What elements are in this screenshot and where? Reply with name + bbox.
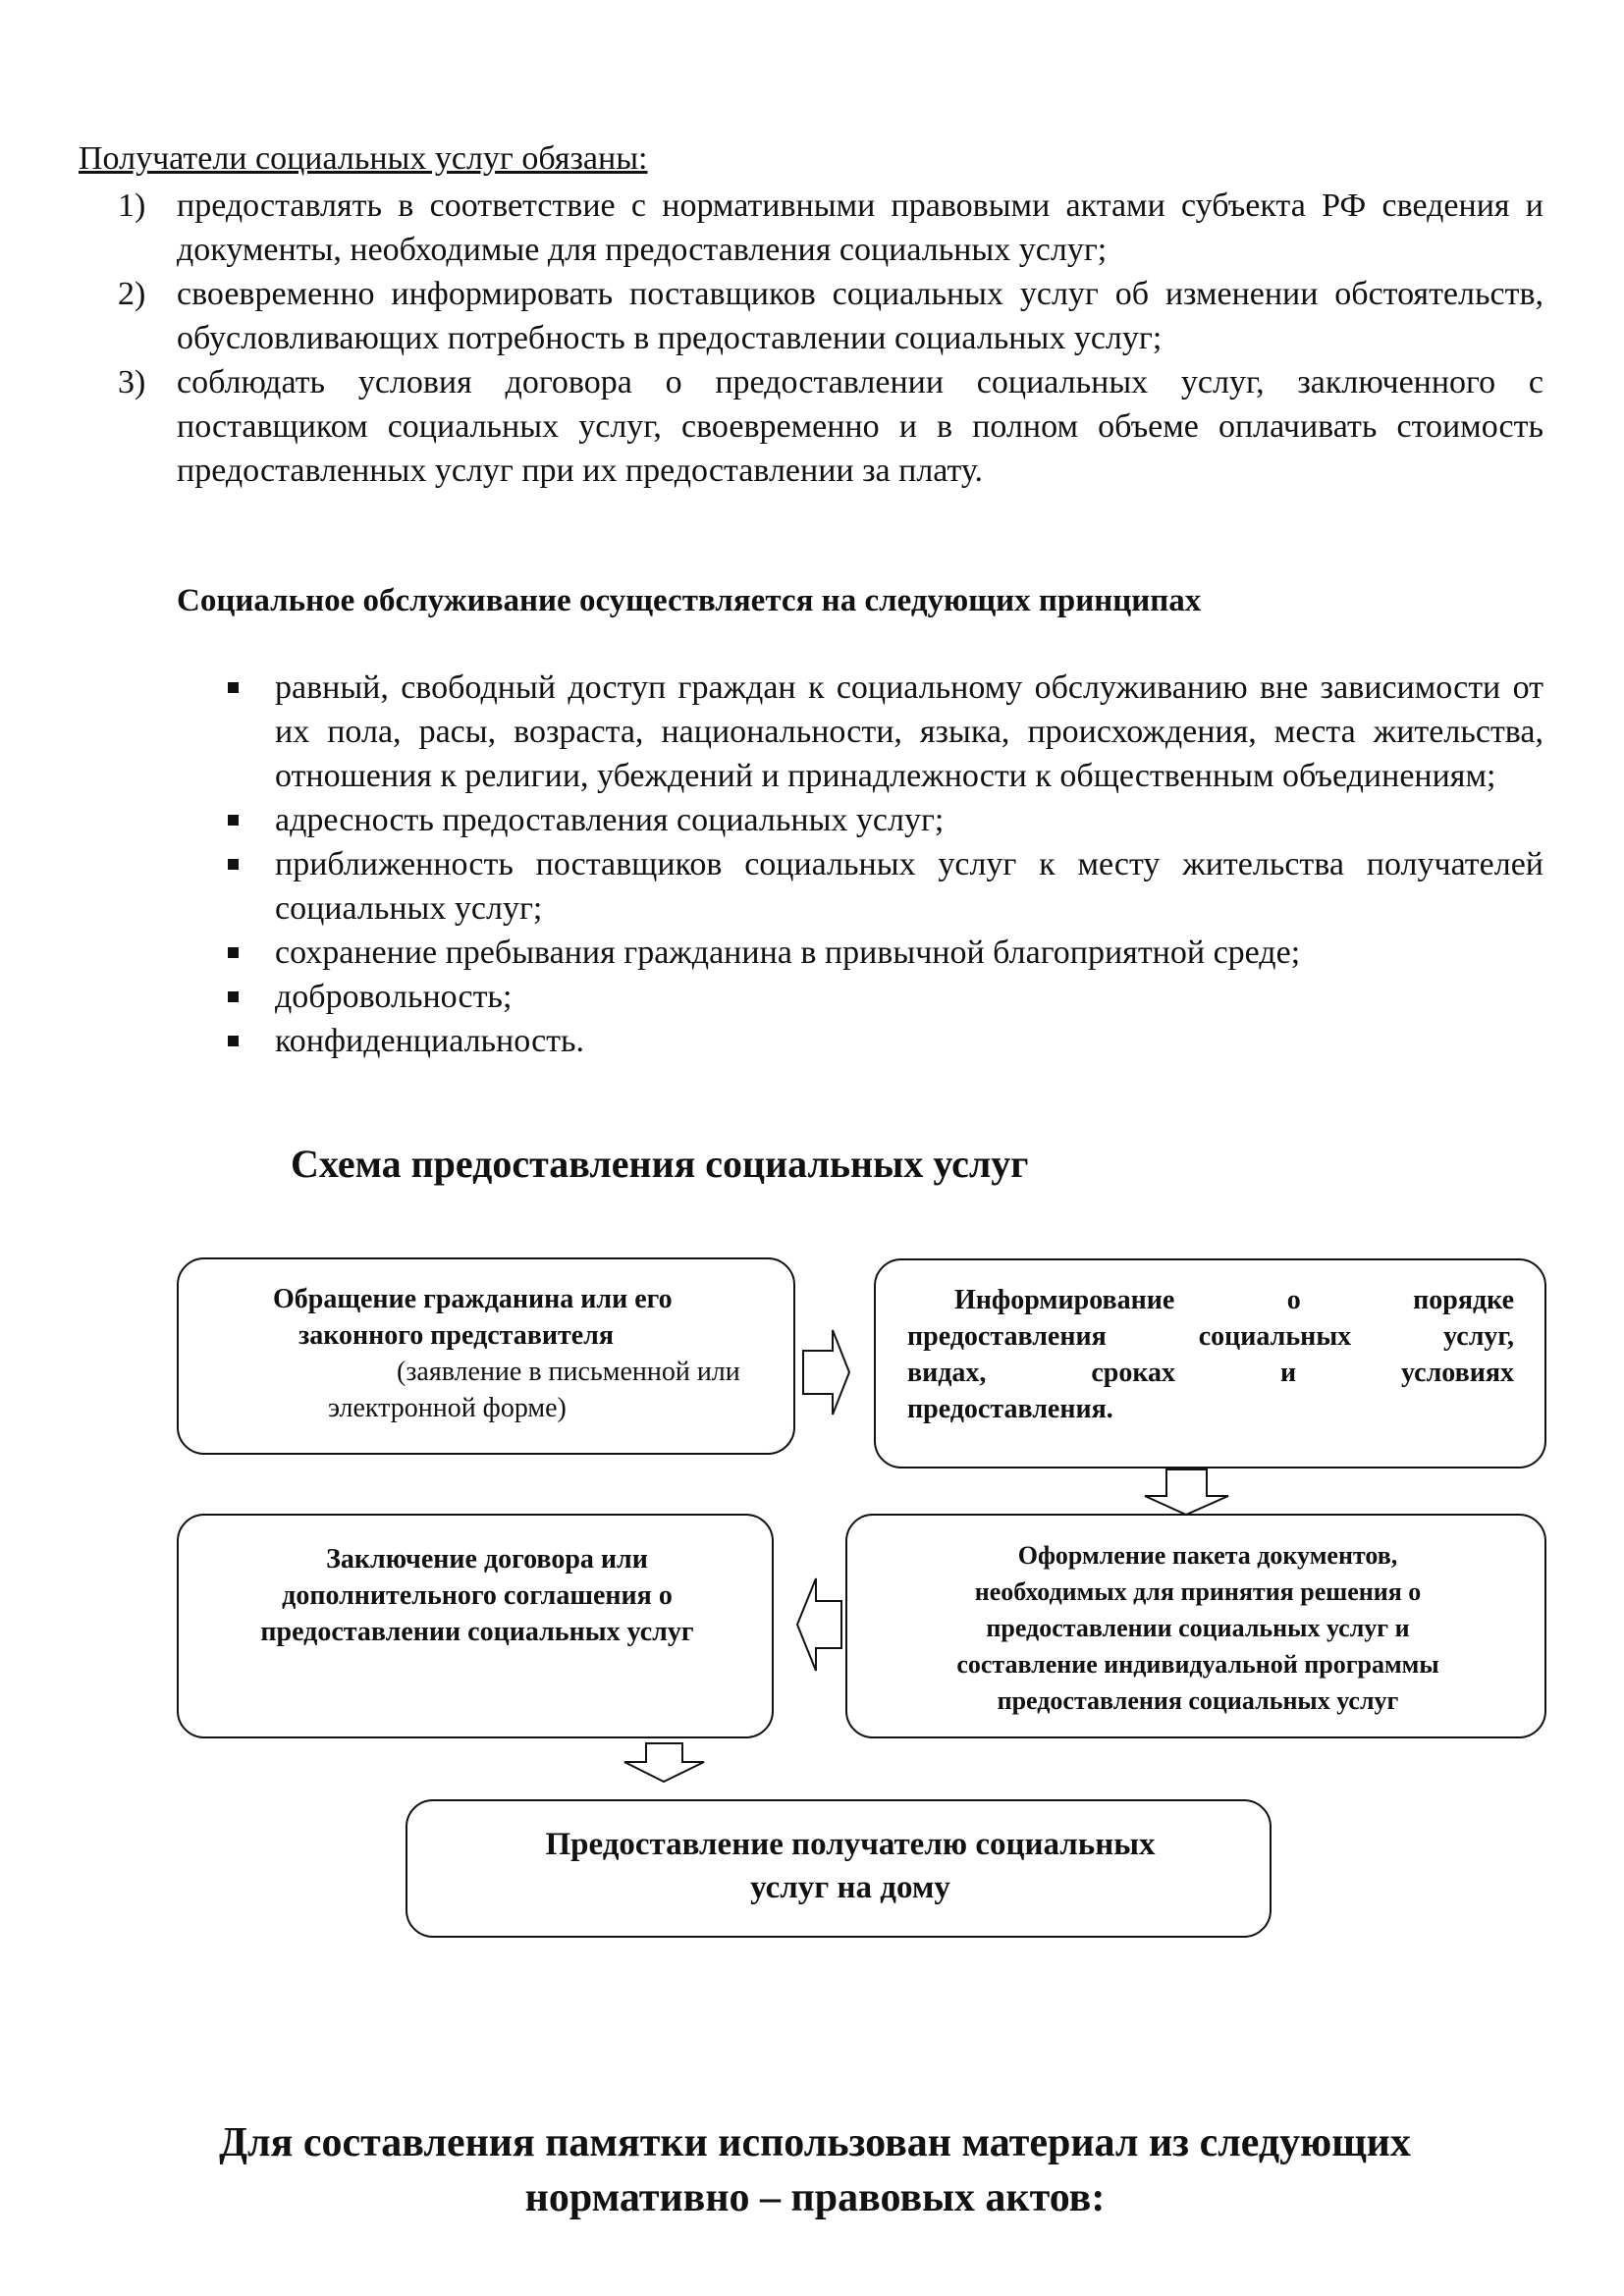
scheme-box-text: Оформление пакета документов, [1017, 1541, 1398, 1570]
principles-list [224, 666, 1543, 1063]
list-item-text: предоставлять в соответствие с нормативными правовыми актами субъекта РФ сведения и документы, необходимые для предоставления социальных услуг; [177, 187, 1543, 268]
list-item-number: 3) [118, 364, 146, 400]
scheme-box-text: (заявление в письменной или [397, 1357, 740, 1387]
list-item-text: равный, свободный доступ граждан к социальному обслуживанию вне зависимости от их пола, расы, возраста, национальности, языка, происхождения, места жительства, отношения к религии, убеждений и принадлежности к общественным объединениям; [275, 669, 1543, 794]
list-item-text: приближенность поставщиков социальных услуг к месту жительства получателей социальных услуг; [275, 846, 1543, 927]
bullet-icon [224, 798, 275, 842]
scheme-box-informing [874, 1258, 1546, 1468]
scheme-box-text: законного представителя [298, 1320, 615, 1351]
list-item-text: своевременно информировать поставщиков социальных услуг об изменении обстоятельств, обусловливающих потребность в предоставлении социальных услуг; [177, 276, 1543, 356]
arrow-down-icon [624, 1743, 704, 1782]
list-item-text: добровольность; [275, 979, 513, 1015]
bullet-icon [224, 666, 275, 710]
scheme-box-text: Информирование о порядке [954, 1285, 1514, 1315]
scheme-box-text: предоставления социальных услуг [997, 1686, 1399, 1715]
list-item [224, 931, 1543, 975]
scheme-box-text: дополнительного соглашения о [282, 1580, 673, 1611]
scheme-box-text: Обращение гражданина или его [273, 1284, 673, 1314]
scheme-box-text: услуг на дому [750, 1870, 950, 1905]
list-item [79, 184, 1543, 272]
footer-line: Для составления памятки использован материал из следующих [219, 2120, 1411, 2165]
scheme-box-text: Предоставление получателю социальных [545, 1827, 1156, 1862]
scheme-box-text: видах, сроках и условиях [907, 1358, 1514, 1388]
bullet-icon [224, 931, 275, 975]
bullet-icon [224, 842, 275, 886]
list-item [224, 798, 1543, 842]
list-item-text: соблюдать условия договора о предоставлении социальных услуг, заключенного с поставщиком социальных услуг, своевременно и в полном объеме оплачивать стоимость предоставленных услуг при их предоставлении за плату. [177, 364, 1543, 489]
arrow-right-icon [803, 1330, 849, 1415]
scheme-box-text: предоставления. [907, 1394, 1113, 1424]
scheme-box-text: электронной форме) [328, 1393, 567, 1423]
scheme-box-text: предоставления социальных услуг, [907, 1321, 1514, 1352]
scheme-box-appeal [177, 1257, 795, 1455]
list-item-number: 1) [118, 187, 146, 224]
list-item [224, 666, 1543, 798]
bullet-icon [224, 1019, 275, 1063]
list-item [224, 975, 1543, 1019]
list-item [79, 272, 1543, 360]
footer-line: нормативно – правовых актов: [524, 2175, 1106, 2220]
scheme-box-documents [845, 1514, 1546, 1738]
arrow-left-icon [797, 1578, 841, 1671]
list-item [224, 842, 1543, 931]
obligations-list [79, 184, 1543, 493]
list-item [79, 360, 1543, 493]
scheme-box-text: составление индивидуальной программы [956, 1650, 1439, 1679]
scheme-box-text: предоставлении социальных услуг и [986, 1614, 1410, 1642]
list-item-text: адресность предоставления социальных услуг; [275, 802, 945, 838]
obligations-heading: Получатели социальных услуг обязаны: [79, 140, 648, 177]
scheme-box-contract [177, 1514, 774, 1738]
list-item [224, 1019, 1543, 1063]
list-item-number: 2) [118, 276, 146, 312]
scheme-box-text: необходимых для принятия решения о [974, 1577, 1422, 1606]
scheme-title: Схема предоставления социальных услуг [291, 1142, 1029, 1186]
arrow-down-icon [1145, 1469, 1228, 1515]
scheme-box-home-service [406, 1799, 1272, 1938]
list-item-text: конфиденциальность. [275, 1023, 585, 1059]
scheme-box-text: предоставлении социальных услуг [260, 1617, 694, 1647]
bullet-icon [224, 975, 275, 1019]
principles-heading: Социальное обслуживание осуществляется на следующих принципах [177, 583, 1202, 618]
list-item-text: сохранение пребывания гражданина в привычной благоприятной среде; [275, 934, 1301, 971]
scheme-box-text: Заключение договора или [326, 1544, 648, 1575]
footer-note [98, 2115, 1532, 2225]
